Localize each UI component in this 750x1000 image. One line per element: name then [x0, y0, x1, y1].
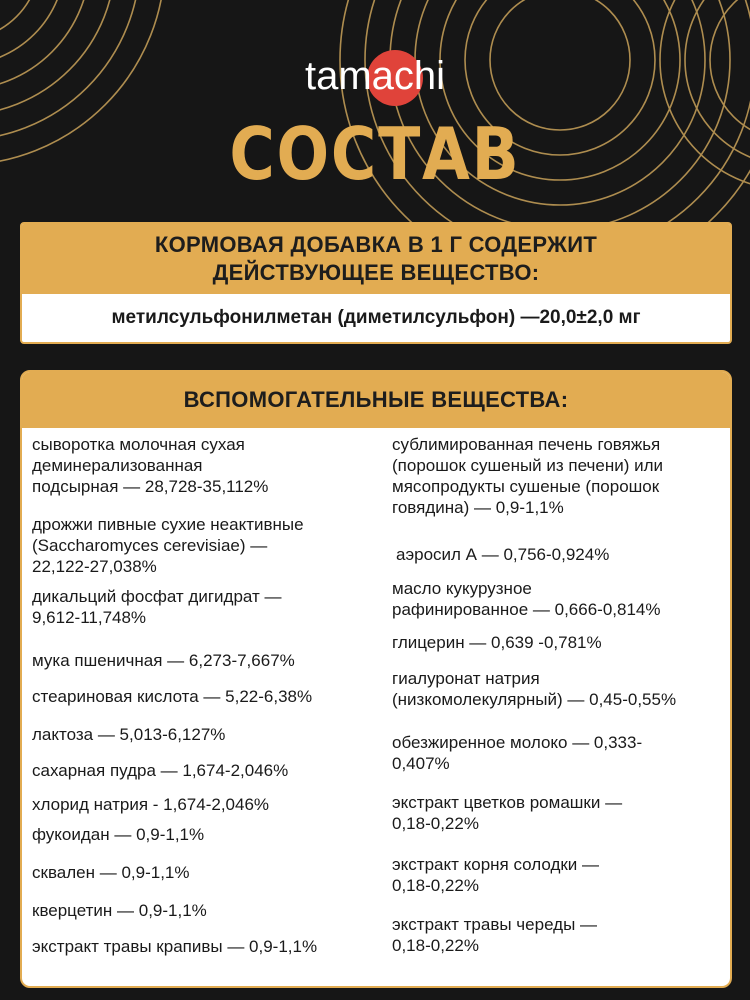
excipient-item: экстракт корня солодки — 0,18-0,22% — [392, 855, 600, 895]
excipient-item: хлорид натрия - 1,674-2,046% — [32, 795, 270, 814]
heading-line-1: КОРМОВАЯ ДОБАВКА В 1 Г СОДЕРЖИТ — [154, 232, 598, 257]
excipient-item: экстракт травы череды — 0,18-0,22% — [392, 915, 598, 955]
excipient-item: экстракт цветков ромашки — 0,18-0,22% — [392, 793, 623, 833]
active-ingredient-panel — [20, 222, 732, 344]
logo-text: tamachi — [304, 54, 446, 98]
excipients-panel — [20, 370, 732, 988]
excipient-item: сыворотка молочная сухая деминерализованная подсырная — 28,728-35,112% — [32, 435, 269, 496]
excipient-item: сахарная пудра — 1,674-2,046% — [32, 761, 289, 780]
excipient-item: аэросил А — 0,756-0,924% — [396, 545, 610, 564]
excipient-item: дикальций фосфат дигидрат — 9,612-11,748% — [32, 587, 282, 627]
brand-logo — [0, 48, 750, 104]
excipient-item: сквален — 0,9-1,1% — [32, 863, 190, 882]
excipient-item: стеариновая кислота — 5,22-6,38% — [32, 687, 313, 706]
excipient-item: мука пшеничная — 6,273-7,667% — [32, 651, 295, 670]
excipient-item: лактоза — 5,013-6,127% — [32, 725, 226, 744]
excipient-item: сублимированная печень говяжья (порошок сушеный из печени) или мясопродукты сушеные (порошок говядина) — 0,9-1,1% — [392, 435, 664, 517]
excipients-heading: ВСПОМОГАТЕЛЬНЫЕ ВЕЩЕСТВА: — [22, 372, 730, 428]
active-ingredient-text: метилсульфонилметан (диметилсульфон) —20,0±2,0 мг — [111, 307, 641, 328]
active-ingredient-heading — [22, 224, 730, 294]
excipient-item: экстракт травы крапивы — 0,9-1,1% — [32, 937, 318, 956]
excipient-item: фукоидан — 0,9-1,1% — [32, 825, 205, 844]
excipient-item: кверцетин — 0,9-1,1% — [32, 901, 207, 920]
excipient-item: обезжиренное молоко — 0,333- 0,407% — [392, 733, 643, 773]
heading-line-2: ДЕЙСТВУЮЩЕЕ ВЕЩЕСТВО: — [212, 260, 540, 285]
excipient-item: гиалуронат натрия (низкомолекулярный) — 0,45-0,55% — [392, 669, 677, 709]
excipient-item: дрожжи пивные сухие неактивные (Saccharomyces cerevisiae) — 22,122-27,038% — [32, 515, 304, 576]
page-title: СОСТАВ — [229, 112, 521, 196]
excipient-item: глицерин — 0,639 -0,781% — [392, 633, 602, 652]
excipient-item: масло кукурузное рафинированное — 0,666-0,814% — [392, 579, 661, 619]
